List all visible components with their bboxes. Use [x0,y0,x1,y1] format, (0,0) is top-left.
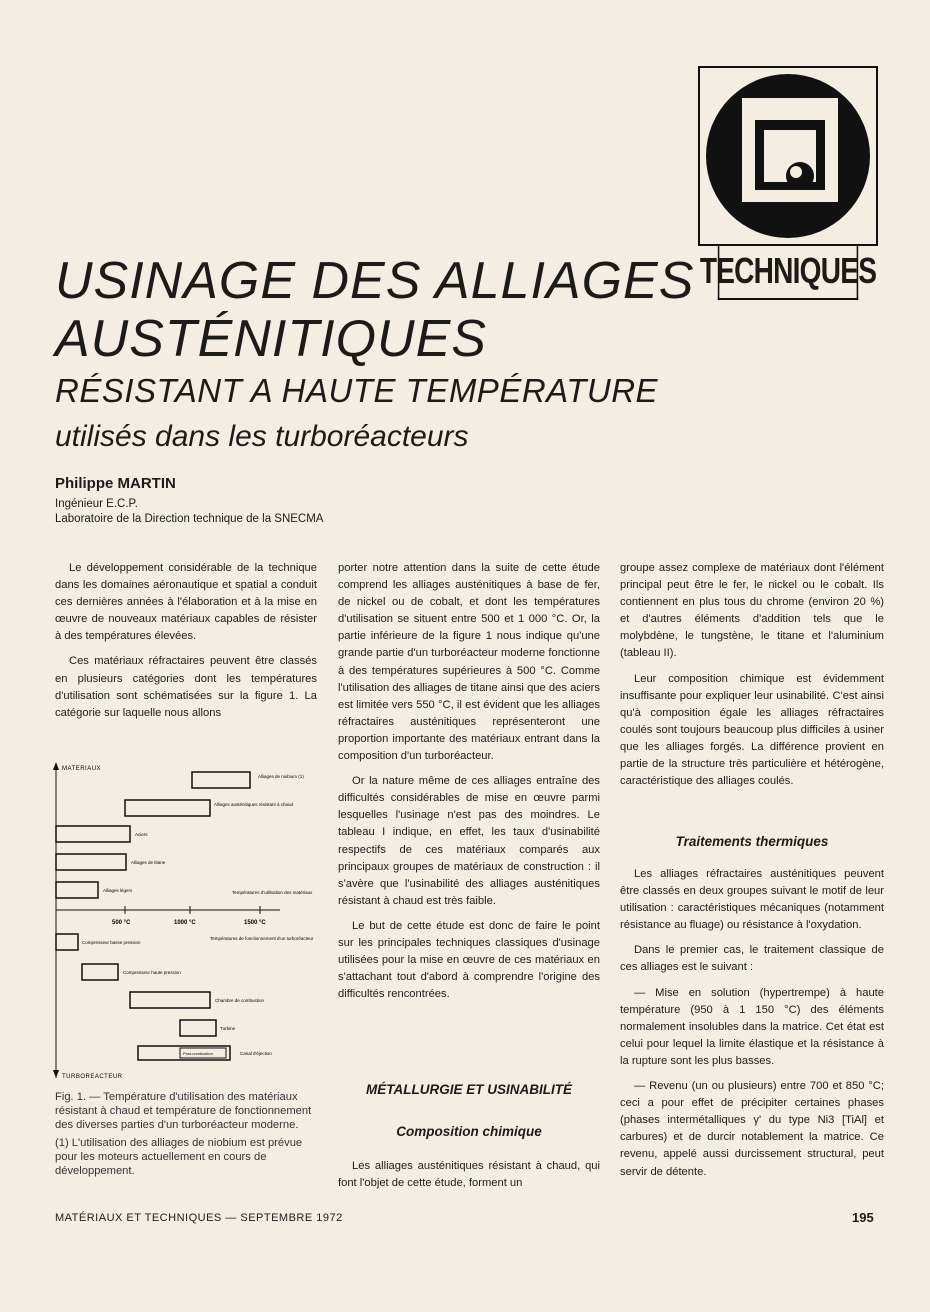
column-3-end [620,866,884,1189]
tick-label: 500 °C [112,920,131,926]
article-subtitle-2: utilisés dans les turboréacteurs [55,420,469,453]
page-number: 195 [852,1210,874,1225]
subsection-heading: Composition chimique [396,1124,542,1139]
column-3 [620,560,884,798]
author-affiliation [55,497,323,527]
paragraph: Leur composition chimique est évidemment insuffisante pour expliquer leur usinabilité. C'est ainsi qu'à composition égale les alliages réfractaires coulés sont toujours beaucoup plus difficiles à usiner que les alliages forgés. La différence provient en partie de la structure très particulière et hétérogène, caractéristique des alliages coulés. [620,672,884,788]
bar-label: Aciers [135,832,148,837]
figure-1 [50,762,320,1082]
paragraph: Dans le premier cas, le traitement classique de ces alliages est le suivant : [620,944,884,974]
y-axis-top-label: MATERIAUX [62,766,102,772]
article-subtitle: RÉSISTANT A HAUTE TEMPÉRATURE [55,372,659,409]
paragraph: Le développement considérable de la technique dans les domaines aéronautique et spatial a conduit ces dernières années à l'élaboration et à la mise en œuvre de nouveaux matériaux capables de résister à des températures élevées. [55,562,317,643]
logo-emblem [698,66,878,246]
tick-label: 1500 °C [244,920,266,926]
paragraph: Ces matériaux réfractaires peuvent être classés en plusieurs catégories dont les températures d'utilisation sont schématisées sur la figure 1. La catégorie sur laquelle nous allons [55,655,317,719]
part-label: Turbine [220,1026,236,1031]
part-label: Chambre de combustion [215,998,265,1003]
figure-caption [55,1090,320,1182]
column-2 [338,560,600,1011]
caption-note: (1) L'utilisation des alliages de niobium est prévue pour les moteurs actuellement en cours de développement. [55,1137,303,1177]
figure-diagram [50,762,320,1082]
author-role: Ingénieur E.C.P. [55,498,138,510]
article-title [55,252,694,368]
part-label: Compresseur haute pression [123,970,181,975]
journal-footer: MATÉRIAUX ET TECHNIQUES — SEPTEMBRE 1972 [55,1212,343,1224]
paragraph: Les alliages réfractaires austénitiques peuvent être classés en deux groupes suivant le motif de leur utilisation : caractéristiques mécaniques (notamment résistance au fluage) ou résistance à l'oxydation. [620,868,884,932]
part-label: Compresseur basse pression [82,940,141,945]
title-line-2: AUSTÉNITIQUES [55,310,487,368]
tick-label: 1000 °C [174,920,196,926]
column-1 [55,560,317,730]
paragraph: — Revenu (un ou plusieurs) entre 700 et 850 °C; ceci a pour effet de précipiter certaines phases (phases intermétalliques γ' du type Ni3 [TiAl] et carbures) et de durcir notablement la matrice. Ce revenu, appelé aussi durcissement structural, peut servir de détente. [620,1080,884,1178]
caption-text: Fig. 1. — Température d'utilisation des matériaux résistant à chaud et température de fonctionnement des diverses parties d'un turboréacteur moderne. [55,1091,312,1131]
paragraph: Les alliages austénitiques résistant à chaud, qui font l'objet de cette étude, forment un [338,1160,600,1190]
bar-label: Alliages légers [103,888,133,893]
paragraph: Le but de cette étude est donc de faire le point sur les principales techniques classiques d'usinage utilisées pour la mise en œuvre de ces matériaux en s'attachant tout d'abord à comprendre l'origine des difficultés rencontrées. [338,919,600,1001]
y-axis-bottom-label: TURBOREACTEUR [62,1074,123,1080]
techniques-logo [698,66,878,298]
author-lab: Laboratoire de la Direction technique de la SNECMA [55,513,324,525]
bar-label: Alliages de niobium (1) [258,774,304,779]
paragraph: groupe assez complexe de matériaux dont l'élément principal peut être le fer, le nickel ou le cobalt. Ils contiennent en plus tous du chrome (environ 20 %) et d'autres éléments d'addition tels que le molybdène, le tungstène, le titane et l'aluminium (tableau II). [620,562,884,660]
logo-circle-icon [700,68,876,244]
temp-operating-label: Températures de fonctionnement d'un turboréacteur [210,936,314,941]
bar-label: Alliages de titane [131,860,166,865]
part-label: Post-combustion [183,1051,213,1056]
part-label: Canal d'éjection [240,1051,272,1056]
logo-label: TECHNIQUES [718,244,858,300]
paragraph: — Mise en solution (hypertrempe) à haute température (950 à 1 150 °C) des éléments normalement insolubles dans la matrice. Cet état est celui pour lequel la limite élastique et la résistance à la rupture sont les plus basses. [620,986,884,1067]
paragraph: Or la nature même de ces alliages entraîne des difficultés considérables de mise en œuvre parmi lesquelles l'usinage n'est pas des moindres. Le tableau I indique, en effet, les taux d'usinabilité respectifs de ces matériaux comparés aux principaux groupes de matériaux de construction : il s'avère que l'usinabilité des alliages austénitiques résistant à chaud est très faible. [338,775,600,907]
bar-label: Alliages austénitiques résistant à chaud [214,802,294,807]
subsection-heading: Traitements thermiques [675,834,829,849]
title-line-1: USINAGE DES ALLIAGES [55,252,695,310]
paragraph: porter notre attention dans la suite de cette étude comprend les alliages austénitiques à base de fer, de nickel ou de cobalt, et dont les températures d'utilisation se situent entre 500 et 1 000 °C. Or, la partie inférieure de la figure 1 nous indique qu'une grande partie d'un turboréacteur moderne fonctionne à des températures supérieures à 500 °C. Comme l'utilisation des alliages de titane ainsi que des aciers est limitée vers 550 °C, il est évident que les alliages réfractaires austénitiques représenteront une proportion importante des matériaux entrant dans la composition d'un turboréacteur. [338,562,600,763]
temp-usage-label: Températures d'utilisation des matériaux [232,890,313,895]
column-2-end [338,1158,600,1200]
section-heading: MÉTALLURGIE ET USINABILITÉ [366,1082,572,1097]
author-name: Philippe MARTIN [55,475,176,492]
